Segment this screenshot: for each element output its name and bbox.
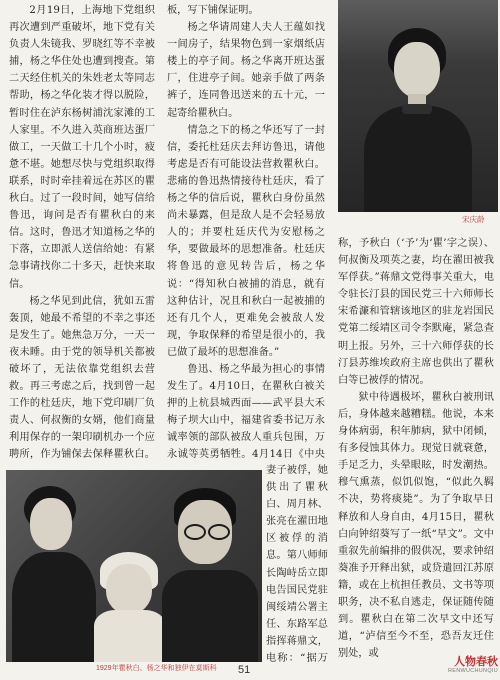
magazine-brand — [436, 657, 498, 674]
article-column-3 — [338, 235, 494, 667]
page-number: 51 — [238, 664, 251, 676]
article-column-2-continued — [266, 462, 328, 667]
portrait-caption: 宋庆龄 — [462, 215, 485, 224]
article-column-2 — [167, 2, 325, 462]
paragraph: 称，予秋白（‘予’为‘瞿’字之误）、何叔衡及项英之妻，均在濯田被我军俘获。”蒋鼎文党得事关重大，电令驻长汀县的国民党三十六师师长宋希濂和管辖该地区的驻龙岩国民党第二绥靖区司令李默庵，紧急查明上报。另外，三十六师俘获的长汀县苏维埃政府主席也供出了瞿秋白等已被俘的情况。 — [338, 238, 494, 386]
paragraph: 狱中待遇极坏，瞿秋白被刑讯后，身体越来越糟糕。他说，本来身体病弱，积年肺病，狱中闭倾，有多侵蚀其体力。现觉日就衰惫，手足乏力，头晕眼眩，时发潮热。穆气熏蒸，似饥似饱，“似此久羁不决，势将痰毙”。为了争取早日释放和人身自由，4月15日，瞿秋白向钟绍葵写了一纸“早文”。文中重叙先前编排的假供况，要求钟绍葵准予开释出狱，或贷遣回江苏原籍，或在上杭担任教员、文书等项职务，决不私自逃走，保证随传随到。瞿秋白在第二次早文中还写道，“泸信至今不至，恐吾友迁住别处，或 — [338, 391, 494, 660]
paragraph: 板，写下铺保证明。 — [167, 5, 259, 16]
article-column-1 — [9, 2, 155, 464]
brand-pinyin: RENWUCHUNQIU — [447, 667, 498, 674]
paragraph: 杨之华见到此信，犹如五雷轰顶，她最不希望的不幸之事还是发生了。她焦急万分，一天一夜未睡。由于党的领导机关都被破坏了，无法依靠党组织去营救。再三考虑之后，找到曾一起工作的杜廷庆，地下党印刷厂负责人、何叔衡的女婿，他们商量利用保存的一架印刷机办一个应聘所，作为铺保去保释瞿秋白。 — [9, 295, 155, 461]
paragraph: 杨之华请周建人夫人王蕴如找一间房子，结果物色到一家烟纸店楼上的亭子间。杨之华离开班达蛋厂，住进亭子间。她亲手做了两条裤子，连同鲁迅送来的五十元，一起寄给瞿秋白。 — [167, 22, 325, 119]
portrait-photo — [338, 0, 498, 212]
paragraph: 鲁迅、杨之华最为担心的事情发生了。4月10日，在瞿秋白被关押的上杭县城西面——武平县大禾梅子坝大山中，福建省委书记万永诚率领的部队被敌人重兵包围，万永诚等英勇牺牲。4月14日《中央 — [167, 363, 325, 461]
paragraph: 情急之下的杨之华还写了一封信，委托杜廷庆去拜访鲁迅，请他考虑是否有可能设法营救瞿秋白。悲痛的鲁迅热情接待杜廷庆，看了杨之华的信后说，瞿秋白身份虽然尚未暴露，但是敌人是不会轻易放人的；并要杜廷庆代为安慰杨之华，要做最坏的思想准备。杜廷庆将鲁迅的意见转告后，杨之华说：“得知秋白被捕的消息，就有这种估计，况且和秋白一起被捕的还有几个人，更难免会被敌人发现，争取保释的希望是很小的，我已做了最坏的思想准备。” — [167, 124, 325, 358]
paragraph: 妻子被俘，她供出了瞿秋白、周月林、张亮在濯田地区被俘的消息。第八师师长陶峙岳立即电告国民党驻闽绥靖公署主任、东路军总指挥蒋鼎文，电称：“据万 — [266, 465, 328, 665]
paragraph: 2月19日，上海地下党组织再次遭到严重破坏，地下党有关负责人朱镜我、罗晓红等不幸被捕，杨之华住处也遭到搜查。第二天经住机关的朱姓老太等同志帮助，杨之华化装才得以脱险，暂时住在泸东杨树浦沈家滩的工人家里。不久进入英商班达蛋厂做工，一天做工十几个小时，疲惫不堪。她想尽快与党组织取得联系，时时牵挂着远在苏区的瞿秋白。过了一段时间，她写信给鲁迅，询问是否有瞿秋白的来信。这时，鲁迅才知道杨之华的下落，立即派人送信给她：有紧急事请找你二十多天，赶快来取信。 — [9, 5, 155, 290]
group-photo — [6, 470, 262, 662]
group-photo-caption: 1929年瞿秋白、杨之华和独伊在莫斯科 — [96, 665, 217, 672]
brand-name: 人物春秋 — [454, 656, 498, 668]
